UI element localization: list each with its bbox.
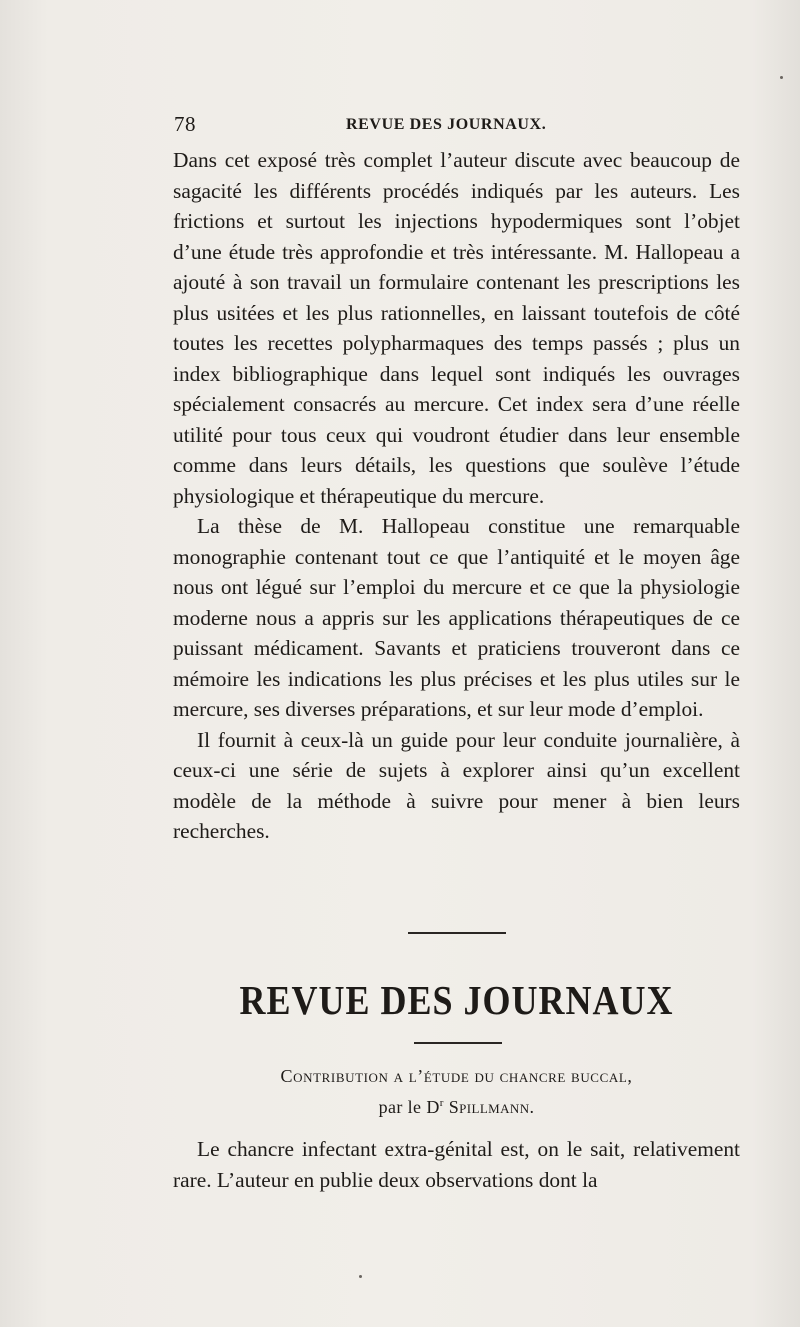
paper-speck [359,1275,362,1278]
article-byline [173,1097,740,1118]
paragraph-1: Dans cet exposé très complet l’auteur discute avec beaucoup de sagacité les différents procédés indiqués par les auteurs. Les frictions et surtout les injections hypodermiques sont l’objet d’une étude très approfondie et très intéressante. M. Hallopeau a ajouté à son travail un formulaire contenant les prescriptions les plus usitées et les plus rationnelles, en laissant toutefois de côté toutes les recettes polypharmaques des temps passés ; plus un index bibliographique dans lequel sont indiqués les ouvrages spécialement consacrés au mercure. Cet index sera d’une réelle utilité pour tous ceux qui voudront étudier dans leur ensemble comme dans leurs détails, les questions que soulève l’étude physiologique et thérapeutique du mercure. [173,148,740,508]
paragraph-3: Il fournit à ceux-là un guide pour leur conduite journalière, à ceux-ci une série de sujets à explorer ainsi qu’un excellent modèle de la méthode à suivre pour mener à bien leurs recherches. [173,727,740,843]
page-number: 78 [174,112,196,136]
section-divider-top [408,932,506,934]
article-paragraph-1: Le chancre infectant extra-génital est, on le sait, relativement rare. L’auteur en publie deux observations dont la [173,1137,740,1192]
article-title [173,1066,740,1087]
paragraph-2: La thèse de M. Hallopeau constitue une remarquable monographie contenant tout ce que l’antiquité et le moyen âge nous ont légué sur l’emploi du mercure et ce que la physiologie moderne nous a appris sur les applications thérapeutiques de ce puissant médicament. Savants et praticiens trouveront dans ce mémoire les indications les plus précises et les plus utiles sur le mercure, ses diverses préparations, et sur leur mode d’emploi. [173,514,740,721]
article-title-text: Contribution a l’étude du chancre buccal, [280,1066,633,1086]
running-title: REVUE DES JOURNAUX. [346,116,547,133]
paper-speck [780,76,783,79]
section-divider-bottom [414,1042,502,1044]
page-header [174,112,740,142]
section-heading: REVUE DES JOURNAUX [239,977,674,1024]
byline-author: Spillmann. [448,1097,535,1117]
byline-prefix: par le D [378,1097,440,1117]
byline-superscript: r [439,1097,444,1109]
body-text [173,145,740,847]
article-body [173,1134,740,1195]
